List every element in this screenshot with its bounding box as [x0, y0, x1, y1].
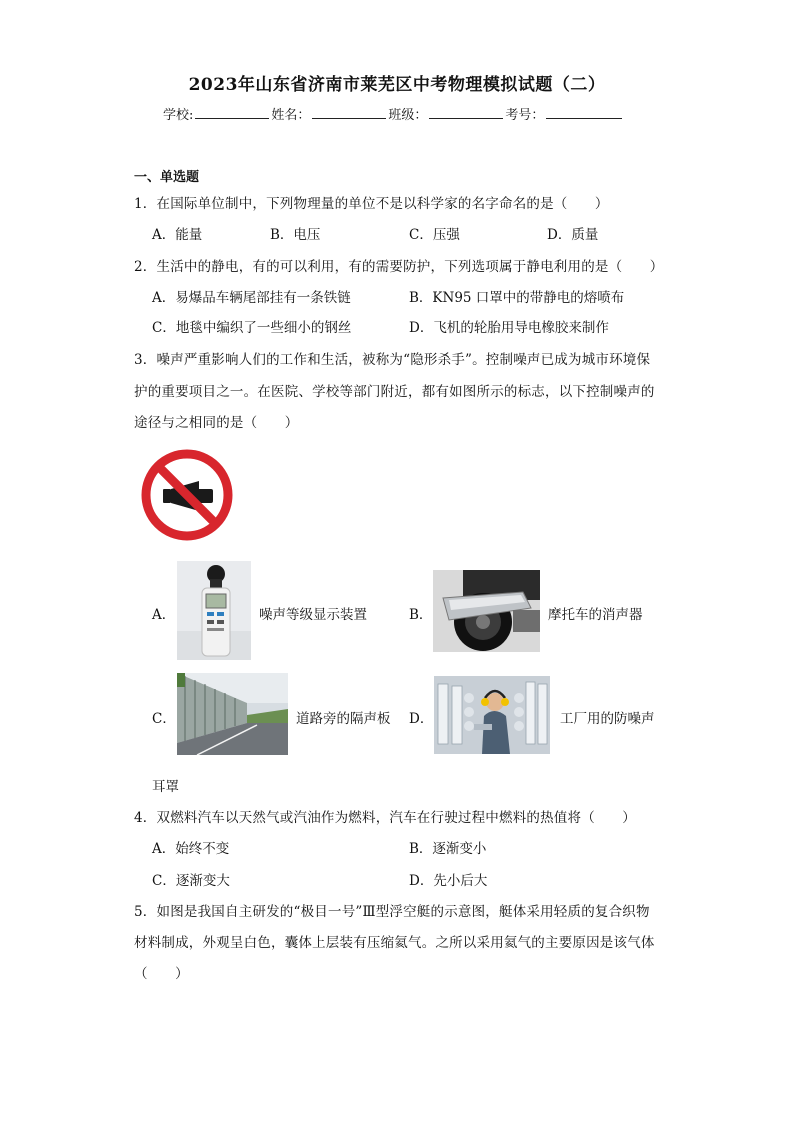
- q3-option-c-caption: 道路旁的隔声板: [296, 711, 391, 727]
- q4-option-a: A．始终不变: [152, 841, 230, 857]
- exam-no-label: 考号：: [505, 108, 545, 123]
- q3-option-b-caption: 摩托车的消声器: [548, 607, 643, 623]
- name-label: 姓名：: [271, 108, 311, 123]
- no-honking-sign-icon: [139, 447, 235, 543]
- factory-ear-muffs-image: [434, 676, 550, 754]
- question-3-stem-line-1: 3．噪声严重影响人们的工作和生活，被称为“隐形杀手”。控制噪声已成为城市环境保: [134, 352, 651, 368]
- motorcycle-muffler-image: [433, 570, 540, 652]
- name-blank[interactable]: [312, 106, 386, 119]
- q2-option-b: B．KN95 口罩中的带静电的熔喷布: [409, 290, 625, 306]
- question-4-stem: 4．双燃料汽车以天然气或汽油作为燃料，汽车在行驶过程中燃料的热值将（ ）: [134, 810, 636, 826]
- student-info-line: [163, 104, 624, 123]
- q1-option-d: D．质量: [547, 227, 599, 243]
- q4-option-d: D．先小后大: [409, 873, 488, 889]
- q1-option-b: B．电压: [270, 227, 321, 243]
- question-5-stem-line-2: 材料制成，外观呈白色，囊体上层装有压缩氦气。之所以采用氦气的主要原因是该气体: [134, 935, 655, 951]
- q3-option-d-caption: 工厂用的防噪声: [560, 711, 655, 727]
- q3-option-b-letter: B．: [409, 607, 433, 623]
- class-blank[interactable]: [429, 106, 503, 119]
- q2-option-c: C．地毯中编织了一些细小的钢丝: [152, 320, 352, 336]
- q1-option-a: A．能量: [152, 227, 203, 243]
- q2-option-d: D．飞机的轮胎用导电橡胶来制作: [409, 320, 609, 336]
- class-label: 班级：: [388, 108, 428, 123]
- question-5-stem-line-1: 5．如图是我国自主研发的“极目一号”Ⅲ型浮空艇的示意图，艇体采用轻质的复合织物: [134, 904, 650, 920]
- sound-level-meter-image: [177, 561, 251, 660]
- school-label: 学校:: [163, 108, 194, 123]
- q3-option-c-letter: C．: [152, 711, 176, 727]
- page-title: 2023年山东省济南市莱芜区中考物理模拟试题（二）: [188, 75, 606, 95]
- question-1-stem: 1．在国际单位制中，下列物理量的单位不是以科学家的名字命名的是（ ）: [134, 196, 609, 212]
- q2-option-a: A．易爆品车辆尾部挂有一条铁链: [152, 290, 351, 306]
- question-5-stem-line-3: （ ）: [134, 966, 189, 982]
- road-sound-barrier-image: [177, 673, 288, 755]
- q3-option-d-letter: D．: [409, 711, 434, 727]
- question-2-stem: 2．生活中的静电，有的可以利用，有的需要防护，下列选项属于静电利用的是（ ）: [134, 259, 664, 275]
- q4-option-c: C．逐渐变大: [152, 873, 230, 889]
- question-3-stem-line-3: 途径与之相同的是（ ）: [134, 415, 299, 431]
- q3-option-a-caption: 噪声等级显示装置: [259, 607, 367, 623]
- q1-option-c: C．压强: [409, 227, 460, 243]
- section-heading: 一、单选题: [134, 170, 200, 185]
- q4-option-b: B．逐渐变小: [409, 841, 487, 857]
- question-3-stem-line-2: 护的重要项目之一。在医院、学校等部门附近，都有如图所示的标志，以下控制噪声的: [134, 384, 655, 400]
- school-blank[interactable]: [195, 106, 269, 119]
- q3-option-a-letter: A．: [152, 607, 176, 623]
- exam-no-blank[interactable]: [546, 106, 622, 119]
- q3-option-d-caption-continued: 耳罩: [152, 779, 179, 795]
